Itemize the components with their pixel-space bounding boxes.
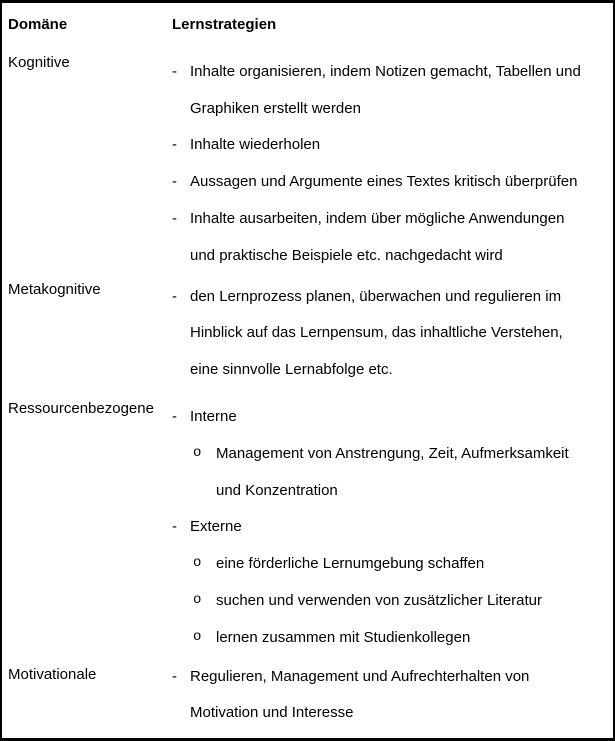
circle-bullet-icon: o: [193, 591, 202, 608]
list-item-text: [216, 583, 613, 620]
circle-bullet-icon: o: [193, 628, 202, 645]
dash-bullet-icon: -: [172, 209, 177, 227]
strategy-line: Inhalte organisieren, indem Notizen gemacht, Tabellen und: [190, 62, 581, 80]
list-item-text: [190, 659, 613, 733]
strategy-line: eine förderliche Lernumgebung schaffen: [216, 555, 485, 573]
domain-label: Kognitive: [8, 53, 70, 71]
strategy-line: eine sinnvolle Lernabfolge etc.: [190, 361, 393, 379]
strategies-list: [172, 399, 613, 657]
column-header-lernstrategien: Lernstrategien: [172, 16, 277, 33]
strategy-line: Inhalte ausarbeiten, indem über mögliche Anwendungen: [190, 209, 565, 227]
strategy-line: suchen und verwenden von zusätzlicher Literatur: [216, 591, 543, 609]
sub-list-item: [193, 436, 613, 510]
dash-bullet-icon: -: [172, 287, 177, 305]
strategies-list: [172, 659, 613, 733]
strategy-line: Aussagen und Argumente eines Textes kritisch überprüfen: [190, 173, 578, 191]
domain-label: Ressourcenbezogene: [8, 399, 154, 417]
dash-bullet-icon: -: [172, 173, 177, 191]
strategy-line: Motivation und Interesse: [190, 704, 354, 722]
strategy-line: Regulieren, Management und Aufrechterhalten von: [190, 667, 530, 685]
strategy-line: Externe: [190, 518, 242, 536]
strategy-line: Management von Anstrengung, Zeit, Aufmerksamkeit: [216, 444, 569, 462]
dash-bullet-icon: -: [172, 62, 177, 80]
list-item-text: [216, 620, 613, 657]
list-item: [172, 54, 613, 128]
dash-bullet-icon: -: [172, 667, 177, 685]
dash-bullet-icon: -: [172, 518, 177, 536]
table-header-row: [2, 7, 613, 44]
dash-bullet-icon: -: [172, 407, 177, 425]
list-item: [172, 201, 613, 275]
domain-label: Motivationale: [8, 665, 97, 683]
strategy-line: Graphiken erstellt werden: [190, 99, 361, 117]
table-row-motivationale: [2, 659, 613, 733]
strategy-line: Interne: [190, 407, 237, 425]
strategy-line: und Konzentration: [216, 481, 338, 499]
table-row-ressourcenbezogene: [2, 399, 613, 657]
circle-bullet-icon: o: [193, 555, 202, 572]
sub-list-item: [193, 620, 613, 657]
list-item-text: [190, 127, 613, 164]
column-header-domaene: Domäne: [8, 16, 68, 33]
strategies-list: [172, 279, 613, 389]
list-item-text: [216, 436, 613, 510]
strategy-line: Inhalte wiederholen: [190, 136, 321, 154]
list-item-text: [190, 509, 613, 546]
list-item-text: [190, 201, 613, 275]
list-item: [172, 399, 613, 436]
list-item-text: [190, 279, 613, 389]
strategies-list: [172, 54, 613, 275]
strategy-line: den Lernprozess planen, überwachen und regulieren im: [190, 287, 562, 305]
table-row-kognitive: [2, 54, 613, 275]
circle-bullet-icon: o: [193, 444, 202, 461]
domain-label: Metakognitive: [8, 280, 101, 298]
table-row-metakognitive: [2, 279, 613, 389]
list-item-text: [216, 546, 613, 583]
list-item-text: [190, 399, 613, 436]
strategy-line: und praktische Beispiele etc. nachgedacht wird: [190, 246, 503, 264]
dash-bullet-icon: -: [172, 136, 177, 154]
sub-list-item: [193, 546, 613, 583]
list-item-text: [190, 164, 613, 201]
list-item: [172, 164, 613, 201]
list-item: [172, 279, 613, 389]
list-item: [172, 127, 613, 164]
sub-list-item: [193, 583, 613, 620]
strategy-line: Hinblick auf das Lernpensum, das inhaltliche Verstehen,: [190, 324, 563, 342]
list-item: [172, 659, 613, 733]
list-item: [172, 509, 613, 546]
strategy-line: lernen zusammen mit Studienkollegen: [216, 628, 471, 646]
list-item-text: [190, 54, 613, 128]
